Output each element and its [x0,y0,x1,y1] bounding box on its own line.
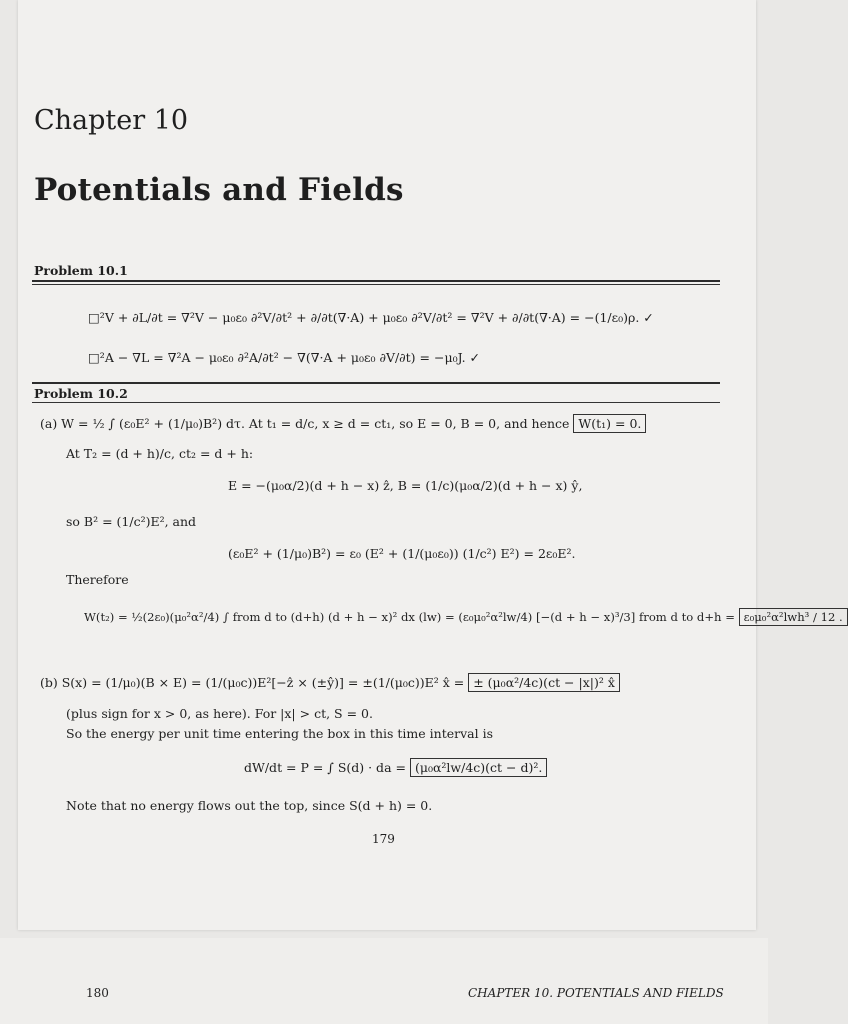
energy-density-eq: (ε₀E² + (1/μ₀)B²) = ε₀ (E² + (1/(μ₀ε₀)) (1/c²) E²) = 2ε₀E². [228,546,576,561]
answer-box-w-t2: ε₀μ₀²α²lwh³ / 12 . [739,608,848,626]
book-page [18,0,843,930]
equation-10-1-a: □²V + ∂L/∂t = ∇²V − μ₀ε₀ ∂²V/∂t² + ∂/∂t(∇·A) + μ₀ε₀ ∂²V/∂t² = ∇²V + ∂/∂t(∇·A) = −(1/ε₀)ρ. ✓ [88,310,654,325]
top-flow-note: Note that no energy flows out the top, since S(d + h) = 0. [66,798,433,813]
chapter-title: Potentials and Fields [34,172,404,208]
next-page-strip [0,938,768,1024]
so-b-squared: so B² = (1/c²)E², and [66,514,197,529]
w-t2-equation [84,610,848,624]
problem-10-1-label: Problem 10.1 [34,263,128,278]
problem-rule [32,284,720,285]
equation-10-1-b: □²A − ∇L = ∇²A − μ₀ε₀ ∂²A/∂t² − ∇(∇·A + μ₀ε₀ ∂V/∂t) = −μ₀J. ✓ [88,350,481,365]
problem-rule [32,382,720,384]
part-b-statement [40,675,620,690]
w-t2-text: W(t₂) = ½(2ε₀)(μ₀²α²/4) ∫ from d to (d+h) (d + h − x)² dx (lw) = (ε₀μ₀²α²lw/4) [−(d + h − x)³/3] from d to d+h = [84,610,735,624]
power-text: dW/dt = P = ∫ S(d) · da = [244,760,406,775]
at-t2-line: At T₂ = (d + h)/c, ct₂ = d + h: [66,446,254,461]
answer-box-power: (μ₀α²lw/4c)(ct − d)². [410,758,547,777]
problem-10-2-label: Problem 10.2 [34,386,128,401]
answer-box-w-t1: W(t₁) = 0. [573,414,646,433]
problem-rule [32,402,720,403]
running-head: CHAPTER 10. POTENTIALS AND FIELDS [468,986,724,1000]
part-b-text: (b) S(x) = (1/μ₀)(B × E) = (1/(μ₀c))E²[−ẑ × (±ŷ)] = ±(1/(μ₀c))E² x̂ = [40,675,465,690]
plus-sign-note: (plus sign for x > 0, as here). For |x| > ct, S = 0. [66,706,373,721]
answer-box-poynting: ± (μ₀α²/4c)(ct − |x|)² x̂ [468,673,620,692]
chapter-heading: Chapter 10 [34,105,189,136]
therefore-label: Therefore [66,572,129,587]
part-a-statement [40,416,646,431]
page-number: 179 [372,832,395,846]
power-equation [244,760,547,775]
next-page-number: 180 [86,986,109,1000]
problem-rule [32,280,720,282]
energy-rate-intro: So the energy per unit time entering the box in this time interval is [66,726,493,741]
part-a-text: (a) W = ½ ∫ (ε₀E² + (1/μ₀)B²) dτ. At t₁ = d/c, x ≥ d = ct₁, so E = 0, B = 0, and hence [40,416,570,431]
field-expressions: E = −(μ₀α/2)(d + h − x) ẑ, B = (1/c)(μ₀α/2)(d + h − x) ŷ, [228,478,583,493]
